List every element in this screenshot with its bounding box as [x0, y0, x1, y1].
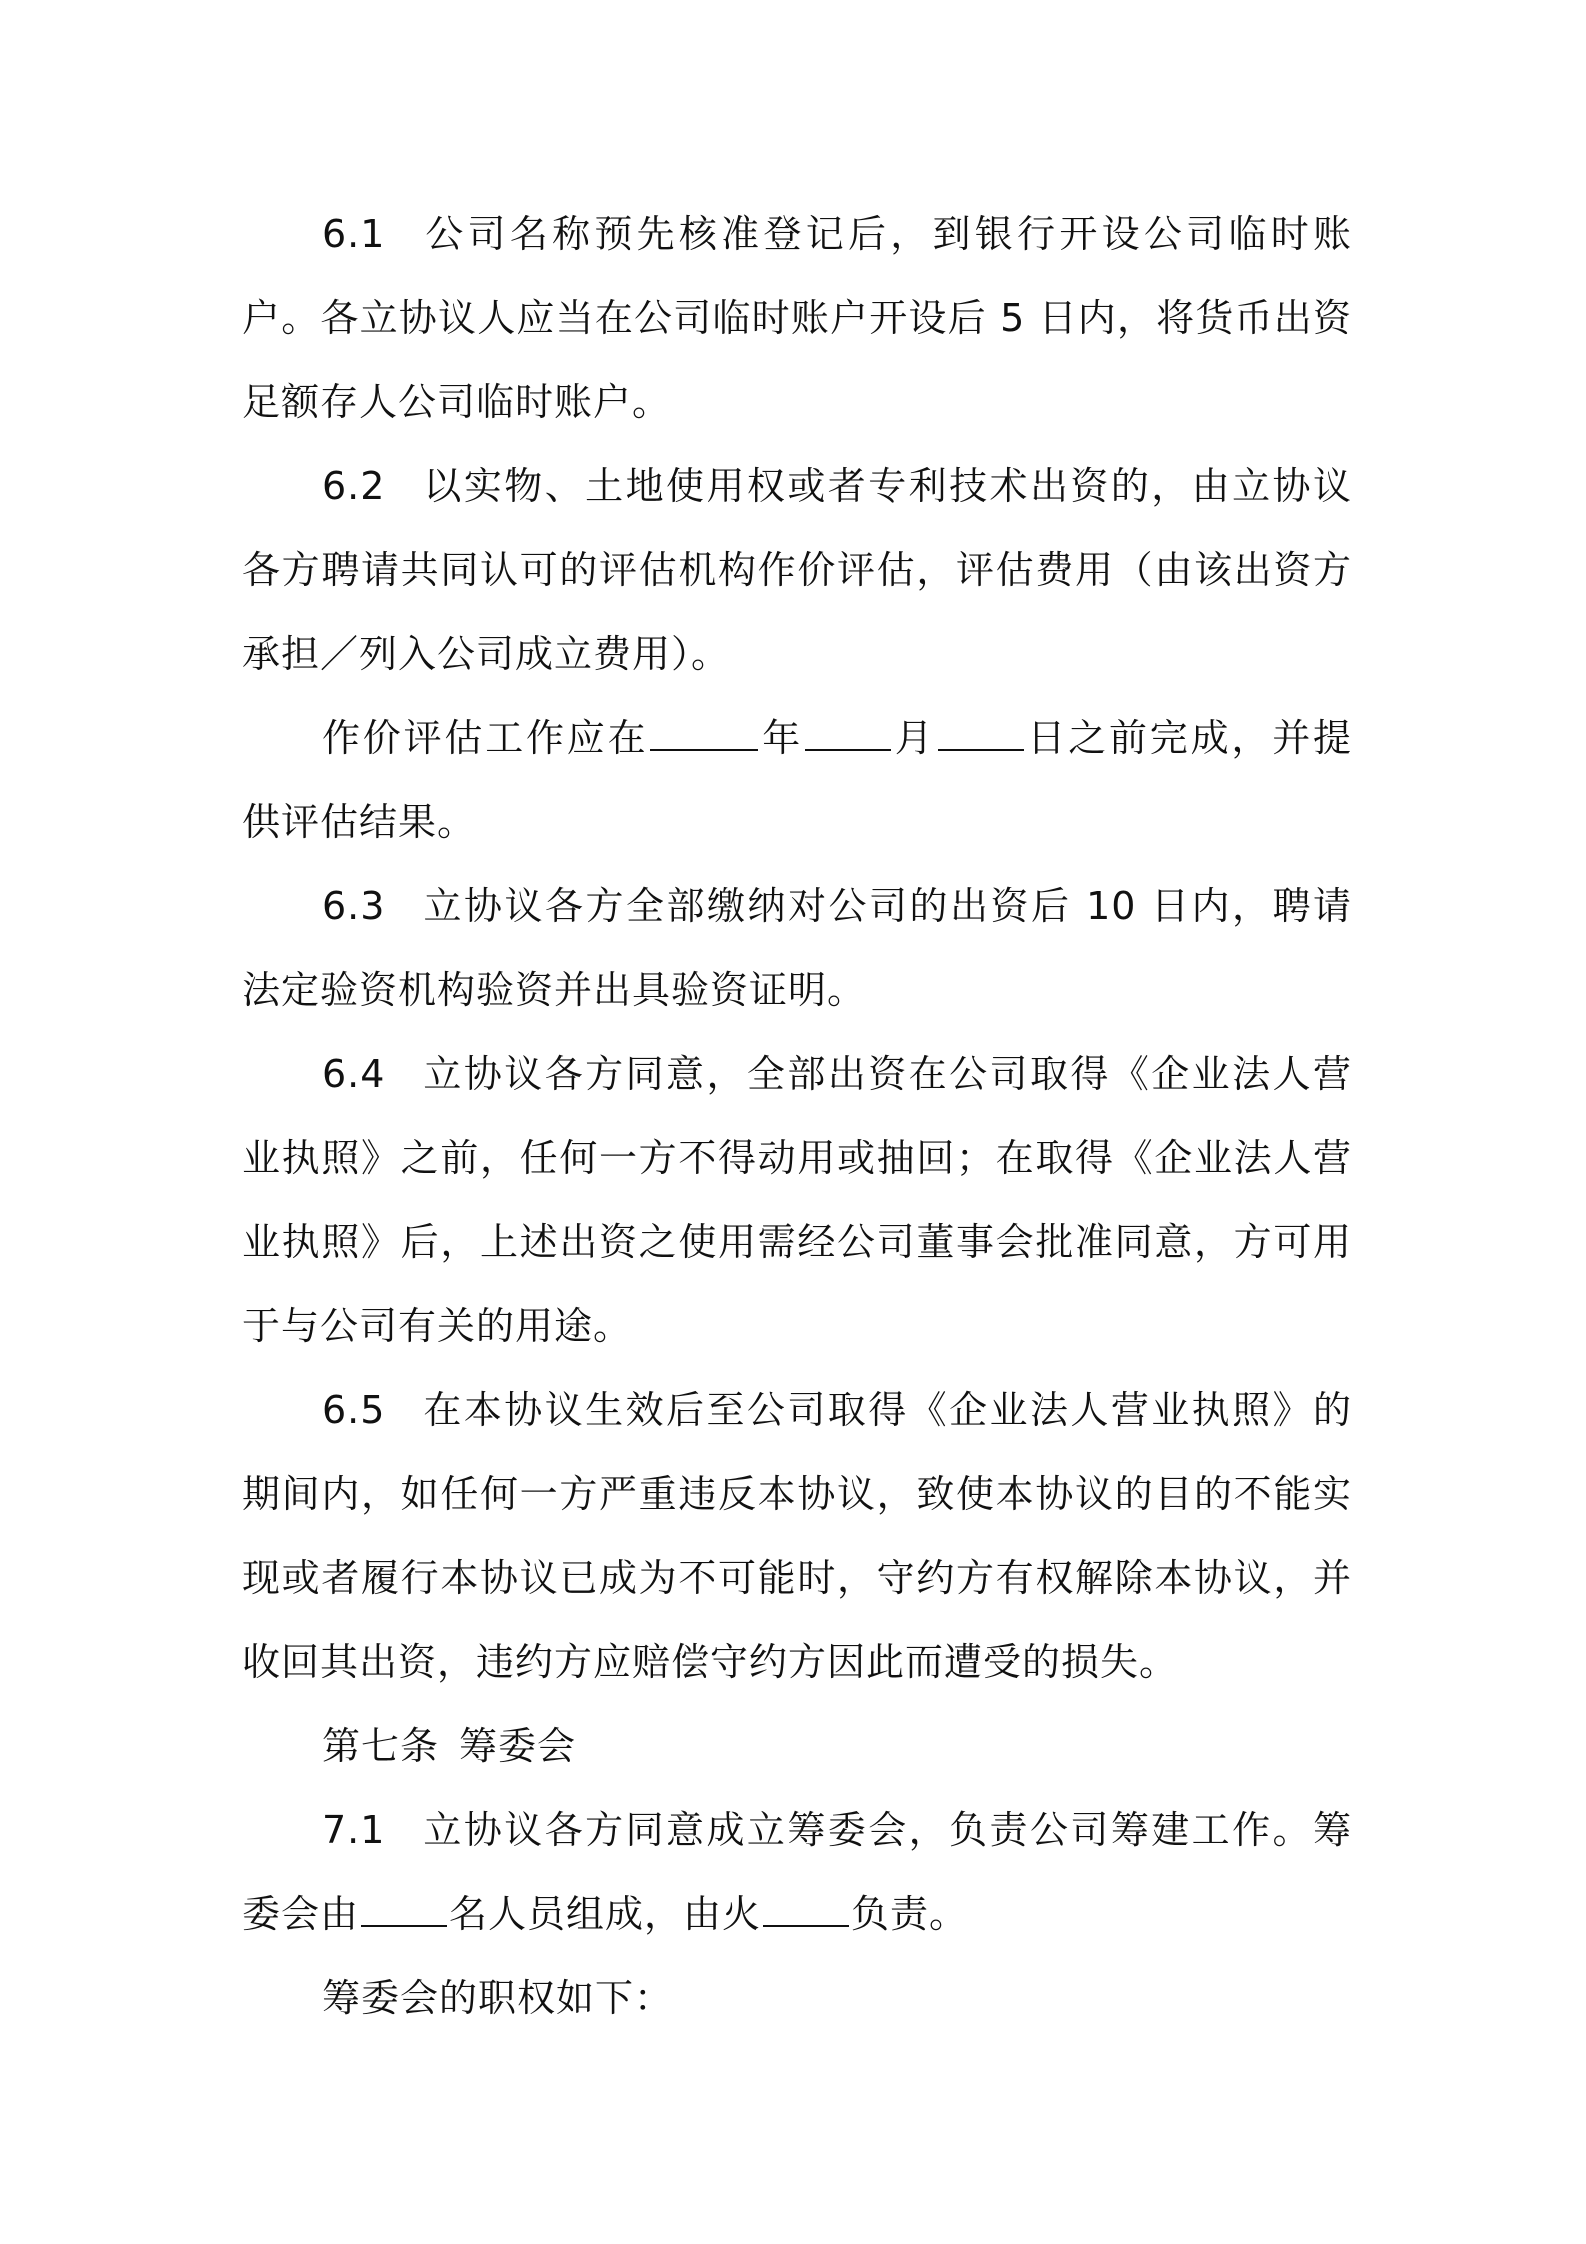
- clause-text: 立协议各方全部缴纳对公司的出资后 10 日内，聘请法定验资机构验资并出具验资证明。: [242, 884, 1352, 1012]
- deadline-text-1: 作价评估工作应在: [322, 716, 649, 760]
- responsible-person-blank: [763, 1881, 849, 1927]
- clause-text: 以实物、土地使用权或者专利技术出资的，由立协议各方聘请共同认可的评估机构作价评估，评估费用（由该出资方承担／列入公司成立费用）。: [242, 464, 1352, 676]
- clause-text-2: 名人员组成，由火: [449, 1892, 762, 1936]
- month-blank: [805, 705, 891, 751]
- clause-text-1: 立协议各方同意成立筹委会，负责公司筹建工作。筹委会由: [242, 1808, 1352, 1936]
- clause-number: 6.4: [322, 1052, 386, 1096]
- clause-6-1: [242, 192, 1352, 444]
- year-blank: [650, 705, 758, 751]
- article-title: 筹委会: [459, 1724, 577, 1768]
- clause-6-5: [242, 1368, 1352, 1704]
- clause-text-3: 负责。: [851, 1892, 969, 1936]
- member-count-blank: [361, 1881, 447, 1927]
- clause-7-1: [242, 1788, 1352, 1956]
- deadline-text-4: 日之前完成，并提供评估结果。: [242, 716, 1352, 844]
- powers-text: 筹委会的职权如下：: [322, 1976, 674, 2020]
- clause-text: 立协议各方同意，全部出资在公司取得《企业法人营业执照》之前，任何一方不得动用或抽回；在取得《企业法人营业执照》后，上述出资之使用需经公司董事会批准同意，方可用于与公司有关的用途。: [242, 1052, 1352, 1348]
- deadline-text-3: 月: [893, 716, 936, 760]
- clause-text: 在本协议生效后至公司取得《企业法人营业执照》的期间内，如任何一方严重违反本协议，致使本协议的目的不能实现或者履行本协议已成为不可能时，守约方有权解除本协议，并收回其出资，违约方应赔偿守约方因此而遭受的损失。: [242, 1388, 1352, 1684]
- day-blank: [938, 705, 1024, 751]
- article-7-heading: [242, 1704, 1352, 1788]
- clause-number: 6.1: [322, 212, 386, 256]
- clause-6-2-deadline: [242, 696, 1352, 864]
- clause-text: 公司名称预先核准登记后，到银行开设公司临时账户。各立协议人应当在公司临时账户开设后 5 日内，将货币出资足额存人公司临时账户。: [242, 212, 1352, 424]
- clause-6-3: [242, 864, 1352, 1032]
- clause-6-2: [242, 444, 1352, 696]
- clause-number: 6.2: [322, 464, 386, 508]
- deadline-text-2: 年: [760, 716, 803, 760]
- article-number: 第七条: [322, 1724, 440, 1768]
- clause-number: 7.1: [322, 1808, 386, 1852]
- clause-6-4: [242, 1032, 1352, 1368]
- clause-number: 6.3: [322, 884, 386, 928]
- clause-number: 6.5: [322, 1388, 386, 1432]
- document-body: [242, 192, 1352, 2040]
- committee-powers-intro: [242, 1956, 1352, 2040]
